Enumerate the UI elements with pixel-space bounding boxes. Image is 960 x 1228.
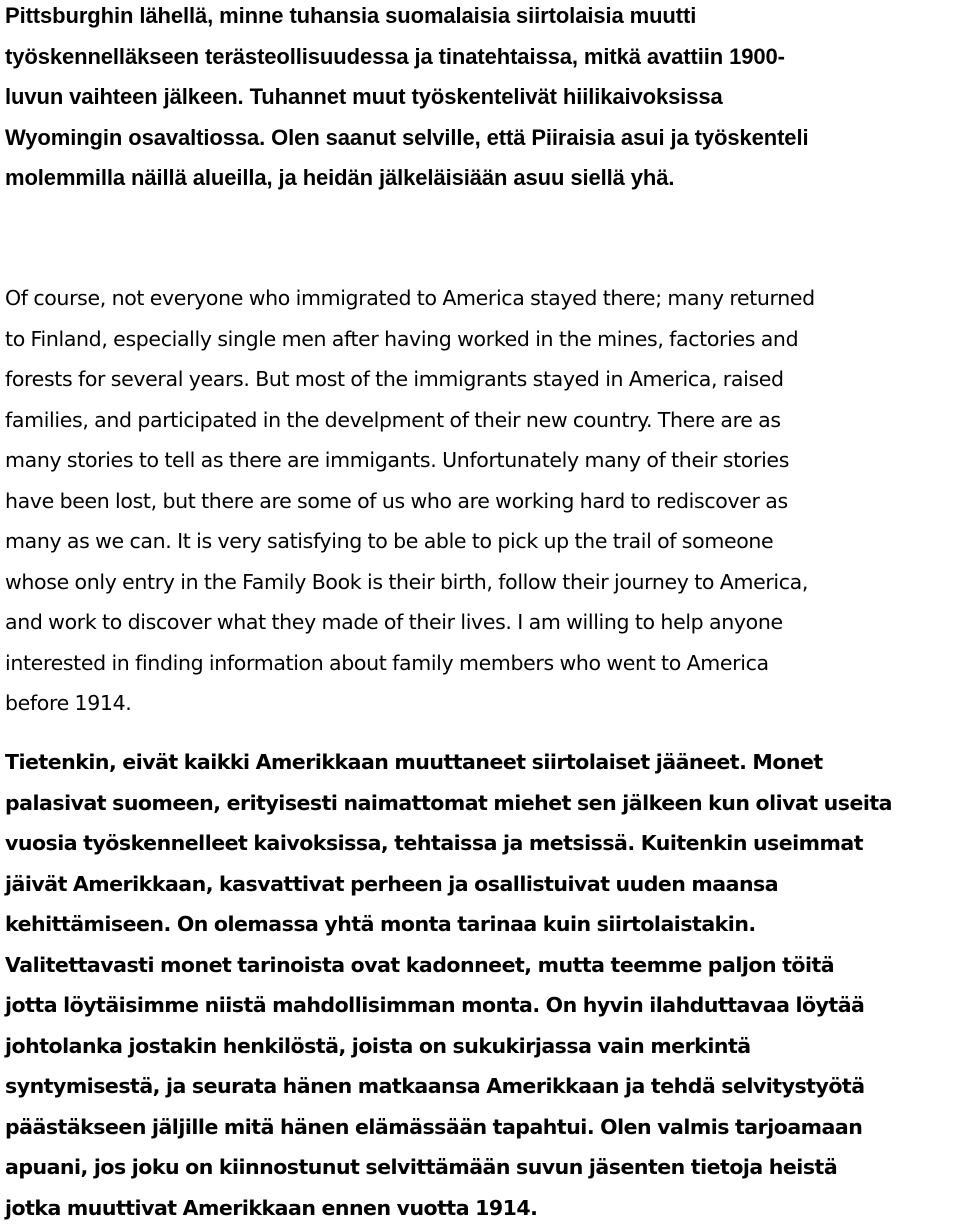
paragraph-finnish-intro [5,0,808,199]
text-line: many stories to tell as there are immigants. Unfortunately many of their stories [5,440,815,481]
text-line: jotka muuttivat Amerikkaan ennen vuotta 1914. [5,1188,892,1228]
text-line: Tietenkin, eivät kaikki Amerikkaan muuttaneet siirtolaiset jääneet. Monet [5,742,892,783]
text-line: have been lost, but there are some of us who are working hard to rediscover as [5,481,815,522]
text-line: jotta löytäisimme niistä mahdollisimman monta. On hyvin ilahduttavaa löytää [5,985,892,1026]
text-line: päästäkseen jäljille mitä hänen elämässään tapahtui. Olen valmis tarjoamaan [5,1107,892,1148]
text-line: forests for several years. But most of the immigrants stayed in America, raised [5,359,815,400]
paragraph-finnish-translation [5,742,892,1228]
text-line: Wyomingin osavaltiossa. Olen saanut selville, että Piiraisia asui ja työskenteli [5,118,808,159]
text-line: vuosia työskennelleet kaivoksissa, tehtaissa ja metsissä. Kuitenkin useimmat [5,823,892,864]
text-line: before 1914. [5,683,815,724]
text-line: families, and participated in the develpment of their new country. There are as [5,400,815,441]
text-line: many as we can. It is very satisfying to be able to pick up the trail of someone [5,521,815,562]
paragraph-english [5,278,815,724]
text-line: apuani, jos joku on kiinnostunut selvittämään suvun jäsenten tietoja heistä [5,1147,892,1188]
text-line: interested in finding information about family members who went to America [5,643,815,684]
text-line: johtolanka jostakin henkilöstä, joista on sukukirjassa vain merkintä [5,1026,892,1067]
text-line: molemmilla näillä alueilla, ja heidän jälkeläisiään asuu siellä yhä. [5,158,808,199]
text-line: kehittämiseen. On olemassa yhtä monta tarinaa kuin siirtolaistakin. [5,904,892,945]
text-line: syntymisestä, ja seurata hänen matkaansa Amerikkaan ja tehdä selvitystyötä [5,1066,892,1107]
text-line: Valitettavasti monet tarinoista ovat kadonneet, mutta teemme paljon töitä [5,945,892,986]
text-line: työskennelläkseen terästeollisuudessa ja tinatehtaissa, mitkä avattiin 1900- [5,37,808,78]
text-line: Pittsburghin lähellä, minne tuhansia suomalaisia siirtolaisia muutti [5,0,808,37]
text-line: Of course, not everyone who immigrated to America stayed there; many returned [5,278,815,319]
text-line: whose only entry in the Family Book is their birth, follow their journey to America, [5,562,815,603]
text-line: jäivät Amerikkaan, kasvattivat perheen ja osallistuivat uuden maansa [5,864,892,905]
text-line: and work to discover what they made of their lives. I am willing to help anyone [5,602,815,643]
text-line: luvun vaihteen jälkeen. Tuhannet muut työskentelivät hiilikaivoksissa [5,77,808,118]
text-line: palasivat suomeen, erityisesti naimattomat miehet sen jälkeen kun olivat useita [5,783,892,824]
text-line: to Finland, especially single men after having worked in the mines, factories and [5,319,815,360]
